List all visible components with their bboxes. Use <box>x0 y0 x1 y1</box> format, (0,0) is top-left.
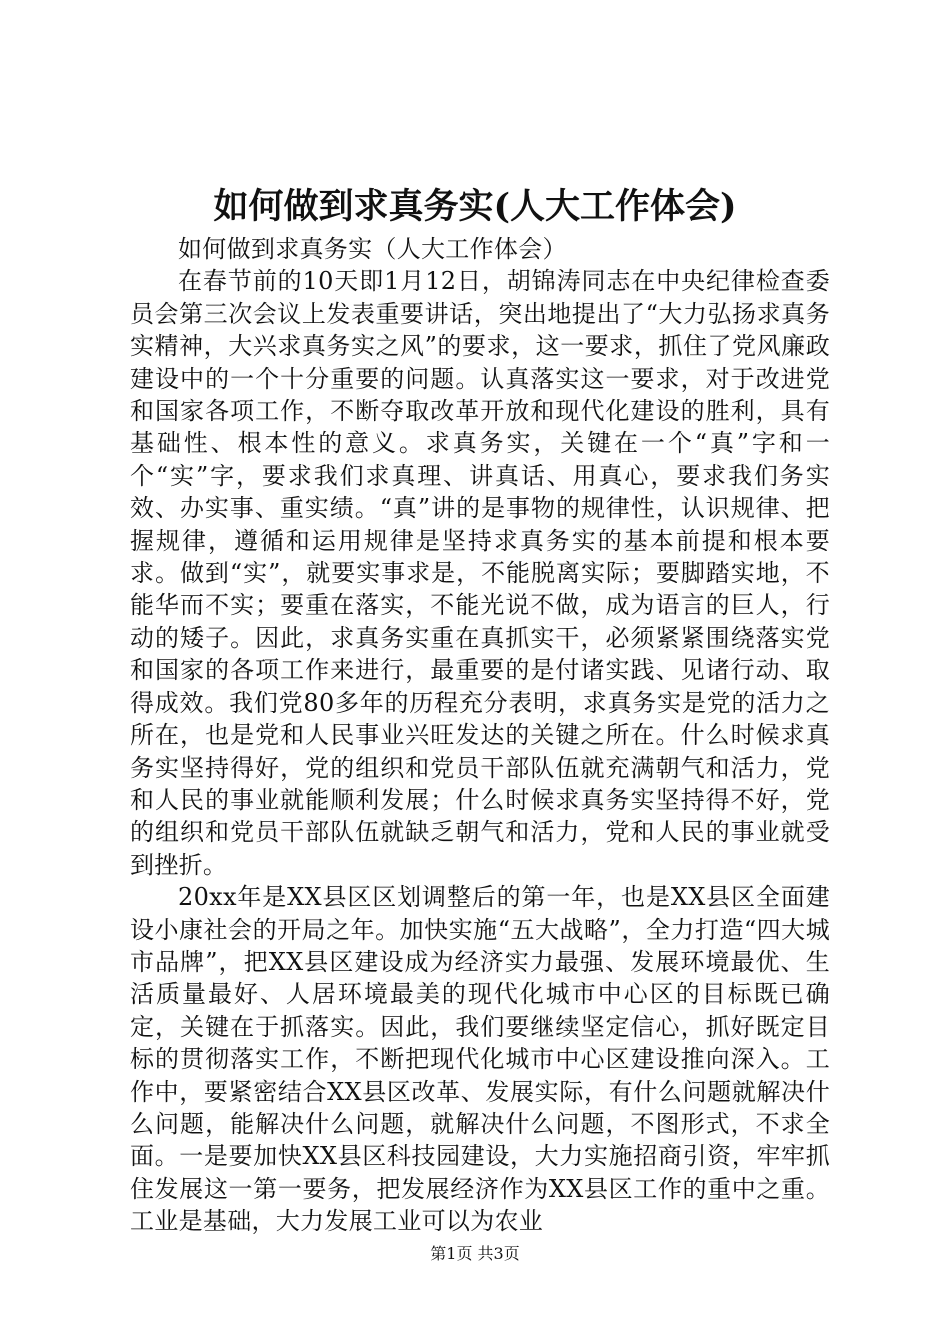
document-body <box>130 233 830 1238</box>
body-paragraph: 20xx年是XX县区区划调整后的第一年，也是XX县区全面建设小康社会的开局之年。加快实施“五大战略”，全力打造“四大城市品牌”，把XX县区建设成为经济实力最强、发展环境最优、生活质量最好、人居环境最美的现代化城市中心区的目标既已确定，关键在于抓落实。因此，我们要继续坚定信心，抓好既定目标的贯彻落实工作，不断把现代化城市中心区建设推向深入。工作中，要紧密结合XX县区改革、发展实际，有什么问题就解决什么问题，能解决什么问题，就解决什么问题，不图形式，不求全面。一是要加快XX县区科技园建设，大力实施招商引资，牢牢抓住发展这一第一要务，把发展经济作为XX县区工作的重中之重。工业是基础，大力发展工业可以为农业 <box>130 883 830 1236</box>
document-title: 如何做到求真务实(人大工作体会) <box>213 186 737 227</box>
page-footer <box>0 1244 950 1264</box>
subtitle-paragraph: 如何做到求真务实（人大工作体会） <box>178 235 567 263</box>
page-number: 第1页 共3页 <box>430 1244 520 1263</box>
body-paragraph: 在春节前的10天即1月12日，胡锦涛同志在中央纪律检查委员会第三次会议上发表重要讲话，突出地提出了“大力弘扬求真务实精神，大兴求真务实之风”的要求，这一要求，抓住了党风廉政建设中的一个十分重要的问题。认真落实这一要求，对于改进党和国家各项工作，不断夺取改革开放和现代化建设的胜利，具有基础性、根本性的意义。求真务实，关键在一个“真”字和一个“实”字，要求我们求真理、讲真话、用真心，要求我们务实效、办实事、重实绩。“真”讲的是事物的规律性，认识规律、把握规律，遵循和运用规律是坚持求真务实的基本前提和根本要求。做到“实”，就要实事求是，不能脱离实际；要脚踏实地，不能华而不实；要重在落实，不能光说不做，成为语言的巨人，行动的矮子。因此，求真务实重在真抓实干，必须紧紧围绕落实党和国家的各项工作来进行，最重要的是付诸实践、见诸行动、取得成效。我们党80多年的历程充分表明，求真务实是党的活力之所在，也是党和人民事业兴旺发达的关键之所在。什么时候求真务实坚持得好，党的组织和党员干部队伍就充满朝气和活力，党和人民的事业就能顺利发展；什么时候求真务实坚持得不好，党的组织和党员干部队伍就缺乏朝气和活力，党和人民的事业就受到挫折。 <box>130 267 830 879</box>
